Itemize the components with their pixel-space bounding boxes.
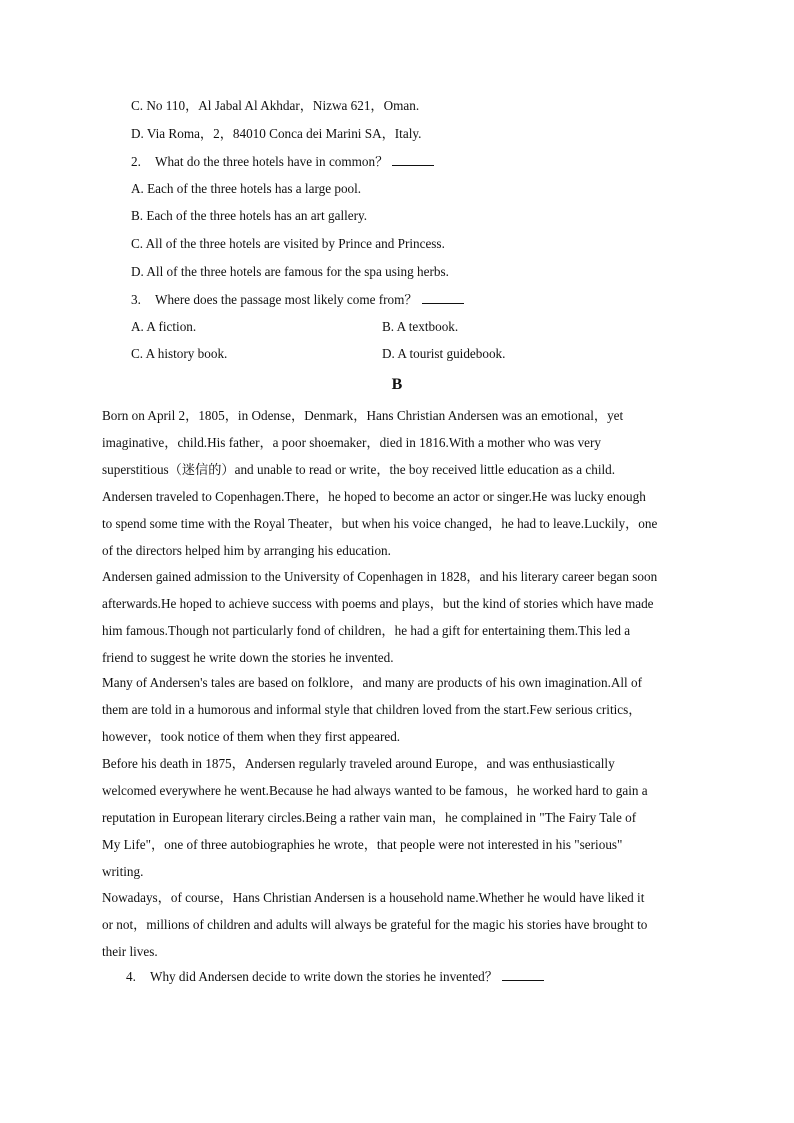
q3-option-c: C. A history book.	[131, 346, 228, 361]
q1-option-c: C. No 110，Al Jabal Al Akhdar，Nizwa 621，Oman.	[131, 98, 420, 113]
q1-option-d: D. Via Roma，2，84010 Conca dei Marini SA，Italy.	[131, 126, 422, 141]
q3-answer-blank[interactable]	[422, 291, 464, 304]
passage-line: friend to suggest he write down the stories he invented.	[102, 650, 394, 665]
q3-option-b: B. A textbook.	[382, 319, 459, 334]
passage-line: or not，millions of children and adults will always be grateful for the magic his stories have brought to	[102, 917, 648, 932]
passage-line: reputation in European literary circles.Being a rather vain man，he complained in "The Fairy Tale of	[102, 810, 637, 825]
q2-answer-blank[interactable]	[392, 153, 434, 166]
q3-number: 3.	[131, 292, 141, 307]
passage-line: Andersen traveled to Copenhagen.There，he hoped to become an actor or singer.He was lucky enough	[102, 489, 646, 504]
passage-line: My Life"，one of three autobiographies he wrote，that people were not interested in his "serious"	[102, 837, 623, 852]
passage-line: imaginative，child.His father，a poor shoemaker，died in 1816.With a mother who was very	[102, 435, 601, 450]
passage-paragraph-5	[102, 884, 696, 965]
q2-stem	[131, 153, 434, 169]
passage-line: to spend some time with the Royal Theater，but when his voice changed，he had to leave.Luckily，one	[102, 516, 658, 531]
passage-line: welcomed everywhere he went.Because he had always wanted to be famous，he worked hard to gain a	[102, 783, 648, 798]
q2-option-c: C. All of the three hotels are visited by Prince and Princess.	[131, 236, 445, 251]
q4-stem	[126, 968, 544, 984]
q4-answer-blank[interactable]	[502, 968, 544, 981]
q2-option-d: D. All of the three hotels are famous for the spa using herbs.	[131, 264, 449, 279]
passage-line: Before his death in 1875，Andersen regularly traveled around Europe，and was enthusiastically	[102, 756, 615, 771]
q2-option-b: B. Each of the three hotels has an art gallery.	[131, 208, 368, 223]
passage-line: Nowadays，of course，Hans Christian Andersen is a household name.Whether he would have liked it	[102, 890, 645, 905]
q3-text: Where does the passage most likely come from？	[155, 292, 418, 307]
q3-option-d: D. A tourist guidebook.	[382, 346, 506, 361]
q3-stem	[131, 291, 464, 307]
passage-line: however，took notice of them when they first appeared.	[102, 729, 401, 744]
passage-line: of the directors helped him by arranging his education.	[102, 543, 391, 558]
passage-paragraph-1	[102, 402, 696, 564]
passage-paragraph-3	[102, 669, 696, 750]
passage-line: him famous.Though not particularly fond of children，he had a gift for entertaining them.This led a	[102, 623, 631, 638]
section-b-title: B	[391, 376, 403, 393]
passage-paragraph-2	[102, 563, 696, 671]
passage-line: them are told in a humorous and informal style that children loved from the start.Few serious critics，	[102, 702, 642, 717]
q2-text: What do the three hotels have in common？	[155, 154, 389, 169]
passage-paragraph-4	[102, 750, 696, 885]
q2-number: 2.	[131, 154, 141, 169]
q4-text: Why did Andersen decide to write down the stories he invented？	[150, 969, 498, 984]
passage-line: superstitious（迷信的）and unable to read or write，the boy received little education as a child.	[102, 462, 616, 477]
passage-line: afterwards.He hoped to achieve success with poems and plays，but the kind of stories which have made	[102, 596, 654, 611]
passage-line: Many of Andersen's tales are based on folklore，and many are products of his own imagination.All of	[102, 675, 642, 690]
passage-line: Born on April 2，1805，in Odense，Denmark，Hans Christian Andersen was an emotional，yet	[102, 408, 624, 423]
passage-line: Andersen gained admission to the University of Copenhagen in 1828，and his literary career began soon	[102, 569, 658, 584]
q4-number: 4.	[126, 969, 136, 984]
passage-line: their lives.	[102, 944, 158, 959]
q3-option-a: A. A fiction.	[131, 319, 197, 334]
q2-option-a: A. Each of the three hotels has a large pool.	[131, 181, 362, 196]
passage-line: writing.	[102, 864, 144, 879]
